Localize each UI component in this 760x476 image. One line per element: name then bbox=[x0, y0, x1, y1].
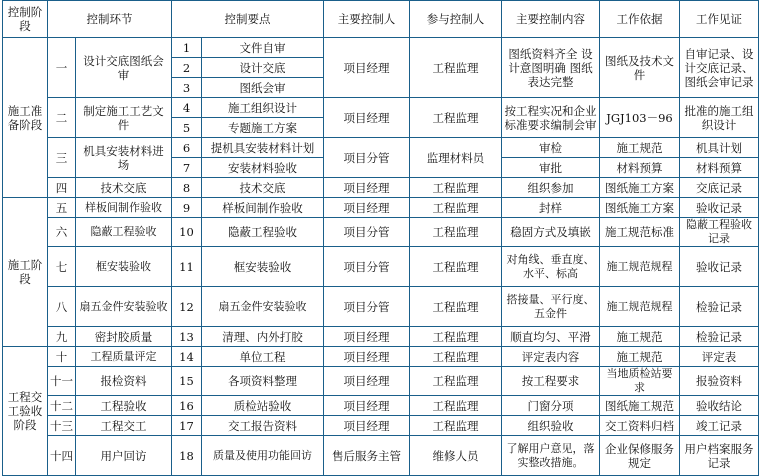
participant-cell: 工程监理 bbox=[410, 198, 502, 218]
link-name: 隐蔽工程验收 bbox=[76, 218, 172, 247]
basis-cell: JGJ103－96 bbox=[600, 98, 680, 138]
content-cell: 组织验收 bbox=[502, 416, 600, 436]
basis-cell: 当地质检站要求 bbox=[600, 367, 680, 396]
evidence-cell: 用户档案服务记录 bbox=[680, 436, 759, 476]
participant-cell: 工程监理 bbox=[410, 38, 502, 98]
content-cell: 搭接量、平行度、五金件 bbox=[502, 287, 600, 327]
point-number: 17 bbox=[172, 416, 202, 436]
content-cell: 了解用户意见，落实整改措施。 bbox=[502, 436, 600, 476]
link-number: 三 bbox=[48, 138, 76, 178]
evidence-cell: 自审记录、设计交底记录、图纸会审记录 bbox=[680, 38, 759, 98]
evidence-cell: 竣工记录 bbox=[680, 416, 759, 436]
link-number: 八 bbox=[48, 287, 76, 327]
link-name: 用户回访 bbox=[76, 436, 172, 476]
link-number: 十 bbox=[48, 347, 76, 367]
point-text: 文件自审 bbox=[202, 38, 324, 58]
participant-cell: 工程监理 bbox=[410, 98, 502, 138]
point-number: 11 bbox=[172, 247, 202, 287]
content-cell: 审批 bbox=[502, 158, 600, 178]
table-row bbox=[3, 247, 759, 287]
header-link: 控制环节 bbox=[48, 1, 172, 38]
owner-cell: 项目经理 bbox=[324, 38, 410, 98]
evidence-cell: 检验记录 bbox=[680, 327, 759, 347]
evidence-cell: 验收结论 bbox=[680, 396, 759, 416]
link-name: 工程验收 bbox=[76, 396, 172, 416]
basis-cell: 交工资料归档 bbox=[600, 416, 680, 436]
point-number: 1 bbox=[172, 38, 202, 58]
owner-cell: 项目经理 bbox=[324, 347, 410, 367]
link-name: 密封胶质量 bbox=[76, 327, 172, 347]
participant-cell: 工程监理 bbox=[410, 287, 502, 327]
point-text: 框安装验收 bbox=[202, 247, 324, 287]
table-row bbox=[3, 436, 759, 476]
evidence-cell: 交底记录 bbox=[680, 178, 759, 198]
point-text: 专题施工方案 bbox=[202, 118, 324, 138]
point-number: 18 bbox=[172, 436, 202, 476]
table-row bbox=[3, 396, 759, 416]
evidence-cell: 批准的施工组织设计 bbox=[680, 98, 759, 138]
point-number: 13 bbox=[172, 327, 202, 347]
participant-cell: 工程监理 bbox=[410, 327, 502, 347]
point-number: 15 bbox=[172, 367, 202, 396]
link-number: 十一 bbox=[48, 367, 76, 396]
quality-control-table bbox=[2, 0, 759, 476]
content-cell: 图纸资料齐全 设计意图明确 图纸表达完整 bbox=[502, 38, 600, 98]
point-text: 安装材料验收 bbox=[202, 158, 324, 178]
link-number: 十二 bbox=[48, 396, 76, 416]
content-cell: 稳固方式及填嵌 bbox=[502, 218, 600, 247]
link-name: 框安装验收 bbox=[76, 247, 172, 287]
point-text: 施工组织设计 bbox=[202, 98, 324, 118]
content-cell: 对角线、垂直度、水平、标高 bbox=[502, 247, 600, 287]
link-number: 一 bbox=[48, 38, 76, 98]
evidence-cell: 验收记录 bbox=[680, 198, 759, 218]
participant-cell: 工程监理 bbox=[410, 218, 502, 247]
point-text: 隐蔽工程验收 bbox=[202, 218, 324, 247]
point-number: 14 bbox=[172, 347, 202, 367]
basis-cell: 图纸施工规范 bbox=[600, 396, 680, 416]
owner-cell: 项目经理 bbox=[324, 198, 410, 218]
table-row bbox=[3, 138, 759, 158]
table-row bbox=[3, 218, 759, 247]
participant-cell: 工程监理 bbox=[410, 178, 502, 198]
link-name: 机具安装材料进场 bbox=[76, 138, 172, 178]
point-text: 质检站验收 bbox=[202, 396, 324, 416]
table-row bbox=[3, 198, 759, 218]
evidence-cell: 检验记录 bbox=[680, 287, 759, 327]
participant-cell: 工程监理 bbox=[410, 247, 502, 287]
link-name: 扇五金件安装验收 bbox=[76, 287, 172, 327]
link-name: 工程交工 bbox=[76, 416, 172, 436]
evidence-cell: 机具计划 bbox=[680, 138, 759, 158]
table-row bbox=[3, 98, 759, 118]
basis-cell: 材料预算 bbox=[600, 158, 680, 178]
table-row bbox=[3, 367, 759, 396]
owner-cell: 项目经理 bbox=[324, 178, 410, 198]
point-number: 3 bbox=[172, 78, 202, 98]
content-cell: 组织参加 bbox=[502, 178, 600, 198]
header-evidence: 工作见证 bbox=[680, 1, 759, 38]
participant-cell: 维修人员 bbox=[410, 436, 502, 476]
point-text: 设计交底 bbox=[202, 58, 324, 78]
evidence-cell: 材料预算 bbox=[680, 158, 759, 178]
content-cell: 顺直均匀、平滑 bbox=[502, 327, 600, 347]
evidence-cell: 验收记录 bbox=[680, 247, 759, 287]
basis-cell: 图纸及技术文件 bbox=[600, 38, 680, 98]
link-name: 制定施工工艺文件 bbox=[76, 98, 172, 138]
point-number: 4 bbox=[172, 98, 202, 118]
link-number: 六 bbox=[48, 218, 76, 247]
evidence-cell: 隐蔽工程验收记录 bbox=[680, 218, 759, 247]
owner-cell: 项目经理 bbox=[324, 327, 410, 347]
link-name: 报检资料 bbox=[76, 367, 172, 396]
content-cell: 门窗分项 bbox=[502, 396, 600, 416]
content-cell: 审检 bbox=[502, 138, 600, 158]
link-name: 工程质量评定 bbox=[76, 347, 172, 367]
point-number: 5 bbox=[172, 118, 202, 138]
basis-cell: 企业保修服务规定 bbox=[600, 436, 680, 476]
link-number: 七 bbox=[48, 247, 76, 287]
participant-cell: 工程监理 bbox=[410, 396, 502, 416]
link-name: 样板间制作验收 bbox=[76, 198, 172, 218]
header-owner: 主要控制人 bbox=[324, 1, 410, 38]
link-number: 五 bbox=[48, 198, 76, 218]
table-row bbox=[3, 38, 759, 58]
stage-cell: 工程交工验收阶段 bbox=[3, 347, 48, 476]
evidence-cell: 报验资料 bbox=[680, 367, 759, 396]
header-row bbox=[3, 1, 759, 38]
table-row bbox=[3, 287, 759, 327]
content-cell: 评定表内容 bbox=[502, 347, 600, 367]
basis-cell: 施工规范 bbox=[600, 327, 680, 347]
participant-cell: 工程监理 bbox=[410, 367, 502, 396]
point-text: 质量及使用功能回访 bbox=[202, 436, 324, 476]
table-row bbox=[3, 416, 759, 436]
link-number: 十三 bbox=[48, 416, 76, 436]
basis-cell: 图纸施工方案 bbox=[600, 178, 680, 198]
link-number: 九 bbox=[48, 327, 76, 347]
owner-cell: 项目分管 bbox=[324, 287, 410, 327]
content-cell: 封样 bbox=[502, 198, 600, 218]
point-text: 清理、内外打胶 bbox=[202, 327, 324, 347]
point-text: 扇五金件安装验收 bbox=[202, 287, 324, 327]
point-number: 2 bbox=[172, 58, 202, 78]
stage-cell: 施工阶段 bbox=[3, 198, 48, 347]
point-text: 各项资料整理 bbox=[202, 367, 324, 396]
basis-cell: 施工规范标准 bbox=[600, 218, 680, 247]
point-number: 6 bbox=[172, 138, 202, 158]
owner-cell: 项目经理 bbox=[324, 98, 410, 138]
link-number: 二 bbox=[48, 98, 76, 138]
owner-cell: 项目经理 bbox=[324, 367, 410, 396]
header-basis: 工作依据 bbox=[600, 1, 680, 38]
owner-cell: 项目经理 bbox=[324, 416, 410, 436]
content-cell: 按工程要求 bbox=[502, 367, 600, 396]
participant-cell: 工程监理 bbox=[410, 416, 502, 436]
basis-cell: 施工规范规程 bbox=[600, 287, 680, 327]
table-row bbox=[3, 327, 759, 347]
point-text: 样板间制作验收 bbox=[202, 198, 324, 218]
header-stage: 控制阶段 bbox=[3, 1, 48, 38]
basis-cell: 图纸施工方案 bbox=[600, 198, 680, 218]
link-name: 设计交底图纸会审 bbox=[76, 38, 172, 98]
participant-cell: 监理材料员 bbox=[410, 138, 502, 178]
table-row bbox=[3, 347, 759, 367]
point-number: 16 bbox=[172, 396, 202, 416]
point-text: 单位工程 bbox=[202, 347, 324, 367]
basis-cell: 施工规范规程 bbox=[600, 247, 680, 287]
header-point: 控制要点 bbox=[172, 1, 324, 38]
content-cell: 按工程实况和企业标准要求编制会审 bbox=[502, 98, 600, 138]
point-text: 图纸会审 bbox=[202, 78, 324, 98]
stage-cell: 施工准备阶段 bbox=[3, 38, 48, 198]
owner-cell: 项目分管 bbox=[324, 247, 410, 287]
basis-cell: 施工规范 bbox=[600, 138, 680, 158]
basis-cell: 施工规范 bbox=[600, 347, 680, 367]
owner-cell: 项目分管 bbox=[324, 218, 410, 247]
header-content: 主要控制内容 bbox=[502, 1, 600, 38]
link-number: 四 bbox=[48, 178, 76, 198]
point-text: 提机具安装材料计划 bbox=[202, 138, 324, 158]
point-text: 技术交底 bbox=[202, 178, 324, 198]
point-number: 12 bbox=[172, 287, 202, 327]
owner-cell: 项目经理 bbox=[324, 396, 410, 416]
owner-cell: 售后服务主管 bbox=[324, 436, 410, 476]
table-row bbox=[3, 178, 759, 198]
link-number: 十四 bbox=[48, 436, 76, 476]
owner-cell: 项目分管 bbox=[324, 138, 410, 178]
point-number: 7 bbox=[172, 158, 202, 178]
link-name: 技术交底 bbox=[76, 178, 172, 198]
evidence-cell: 评定表 bbox=[680, 347, 759, 367]
point-number: 10 bbox=[172, 218, 202, 247]
point-text: 交工报告资料 bbox=[202, 416, 324, 436]
point-number: 9 bbox=[172, 198, 202, 218]
point-number: 8 bbox=[172, 178, 202, 198]
header-participant: 参与控制人 bbox=[410, 1, 502, 38]
participant-cell: 工程监理 bbox=[410, 347, 502, 367]
